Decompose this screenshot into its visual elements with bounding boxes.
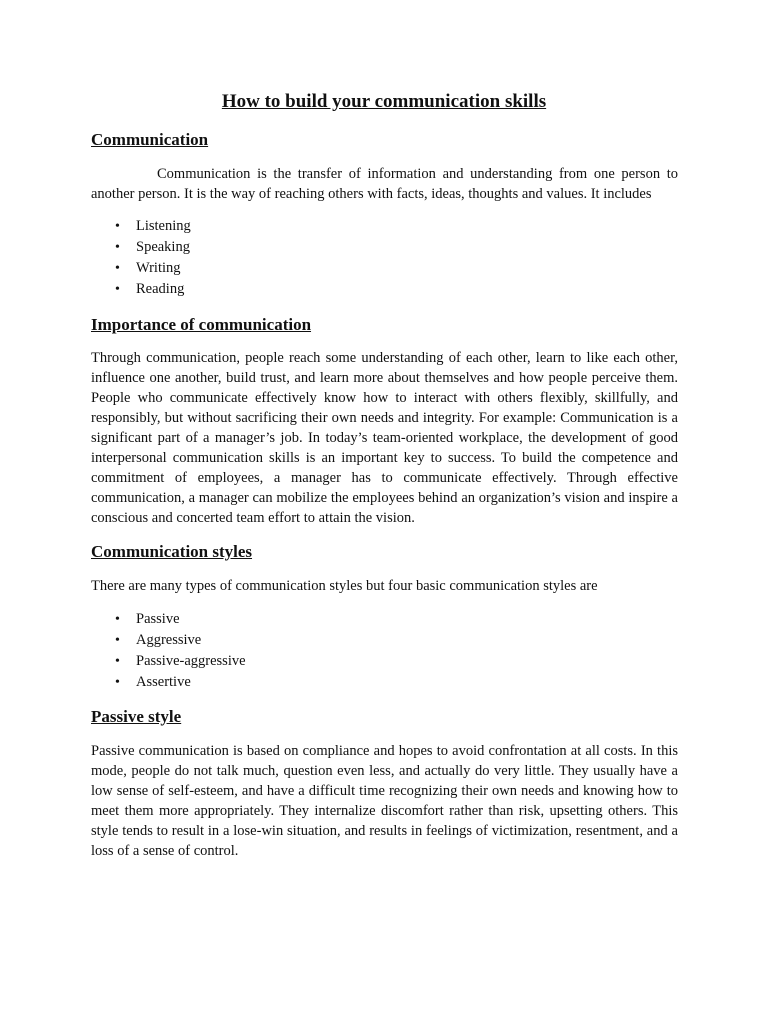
paragraph-communication: Communication is the transfer of information and understanding from one person to another person. It is the way of reaching others with facts, ideas, thoughts and values. It includes [91, 166, 678, 202]
list-item: • Speaking [91, 237, 191, 258]
heading-communication: Communication [91, 130, 209, 149]
bullet-icon: • [115, 240, 120, 255]
bullet-list-communication [91, 216, 191, 300]
list-item: • Listening [91, 216, 191, 237]
paragraph-passive: Passive communication is based on compliance and hopes to avoid confrontation at all costs. In this mode, people do not talk much, question even less, and actually do very little. They usually have a low sense of self-esteem, and have a difficult time recognizing their own needs and knowing how to meet them more appropriately. They internalize discomfort rather than risk, upsetting others. This style tends to result in a lose-win situation, and results in feelings of victimization, resentment, and a loss of a sense of control. [91, 743, 678, 859]
paragraph-styles: There are many types of communication styles but four basic communication styles are [91, 578, 598, 594]
list-item: • Passive [91, 609, 246, 630]
heading-passive: Passive style [91, 707, 182, 726]
list-item: • Reading [91, 279, 191, 300]
heading-styles: Communication styles [91, 542, 253, 561]
bullet-icon: • [115, 261, 120, 276]
bullet-icon: • [115, 612, 120, 627]
list-item: • Assertive [91, 672, 246, 693]
bullet-icon: • [115, 219, 120, 234]
paragraph-importance: Through communication, people reach some understanding of each other, learn to like each other, influence one another, build trust, and learn more about themselves and how people perceive them. People who communicate effectively know how to interact with others flexibly, skillfully, and responsibly, but without sacrificing their own needs and integrity. For example: Communication is a significant part of a manager’s job. In today’s team-oriented workplace, the development of good interpersonal communication skills is an important key to success. To build the competence and commitment of employees, a manager has to communicate effectively. Through effective communication, a manager can mobilize the employees behind an organization’s vision and inspire a conscious and concerted team effort to attain the vision. [91, 350, 678, 526]
list-item: • Writing [91, 258, 191, 279]
bullet-list-styles [91, 609, 246, 693]
list-item: • Passive-aggressive [91, 651, 246, 672]
heading-importance: Importance of communication [91, 315, 312, 334]
bullet-icon: • [115, 633, 120, 648]
document-title: How to build your communication skills [221, 91, 547, 112]
bullet-icon: • [115, 654, 120, 669]
bullet-icon: • [115, 282, 120, 297]
list-item: • Aggressive [91, 630, 246, 651]
bullet-icon: • [115, 675, 120, 690]
